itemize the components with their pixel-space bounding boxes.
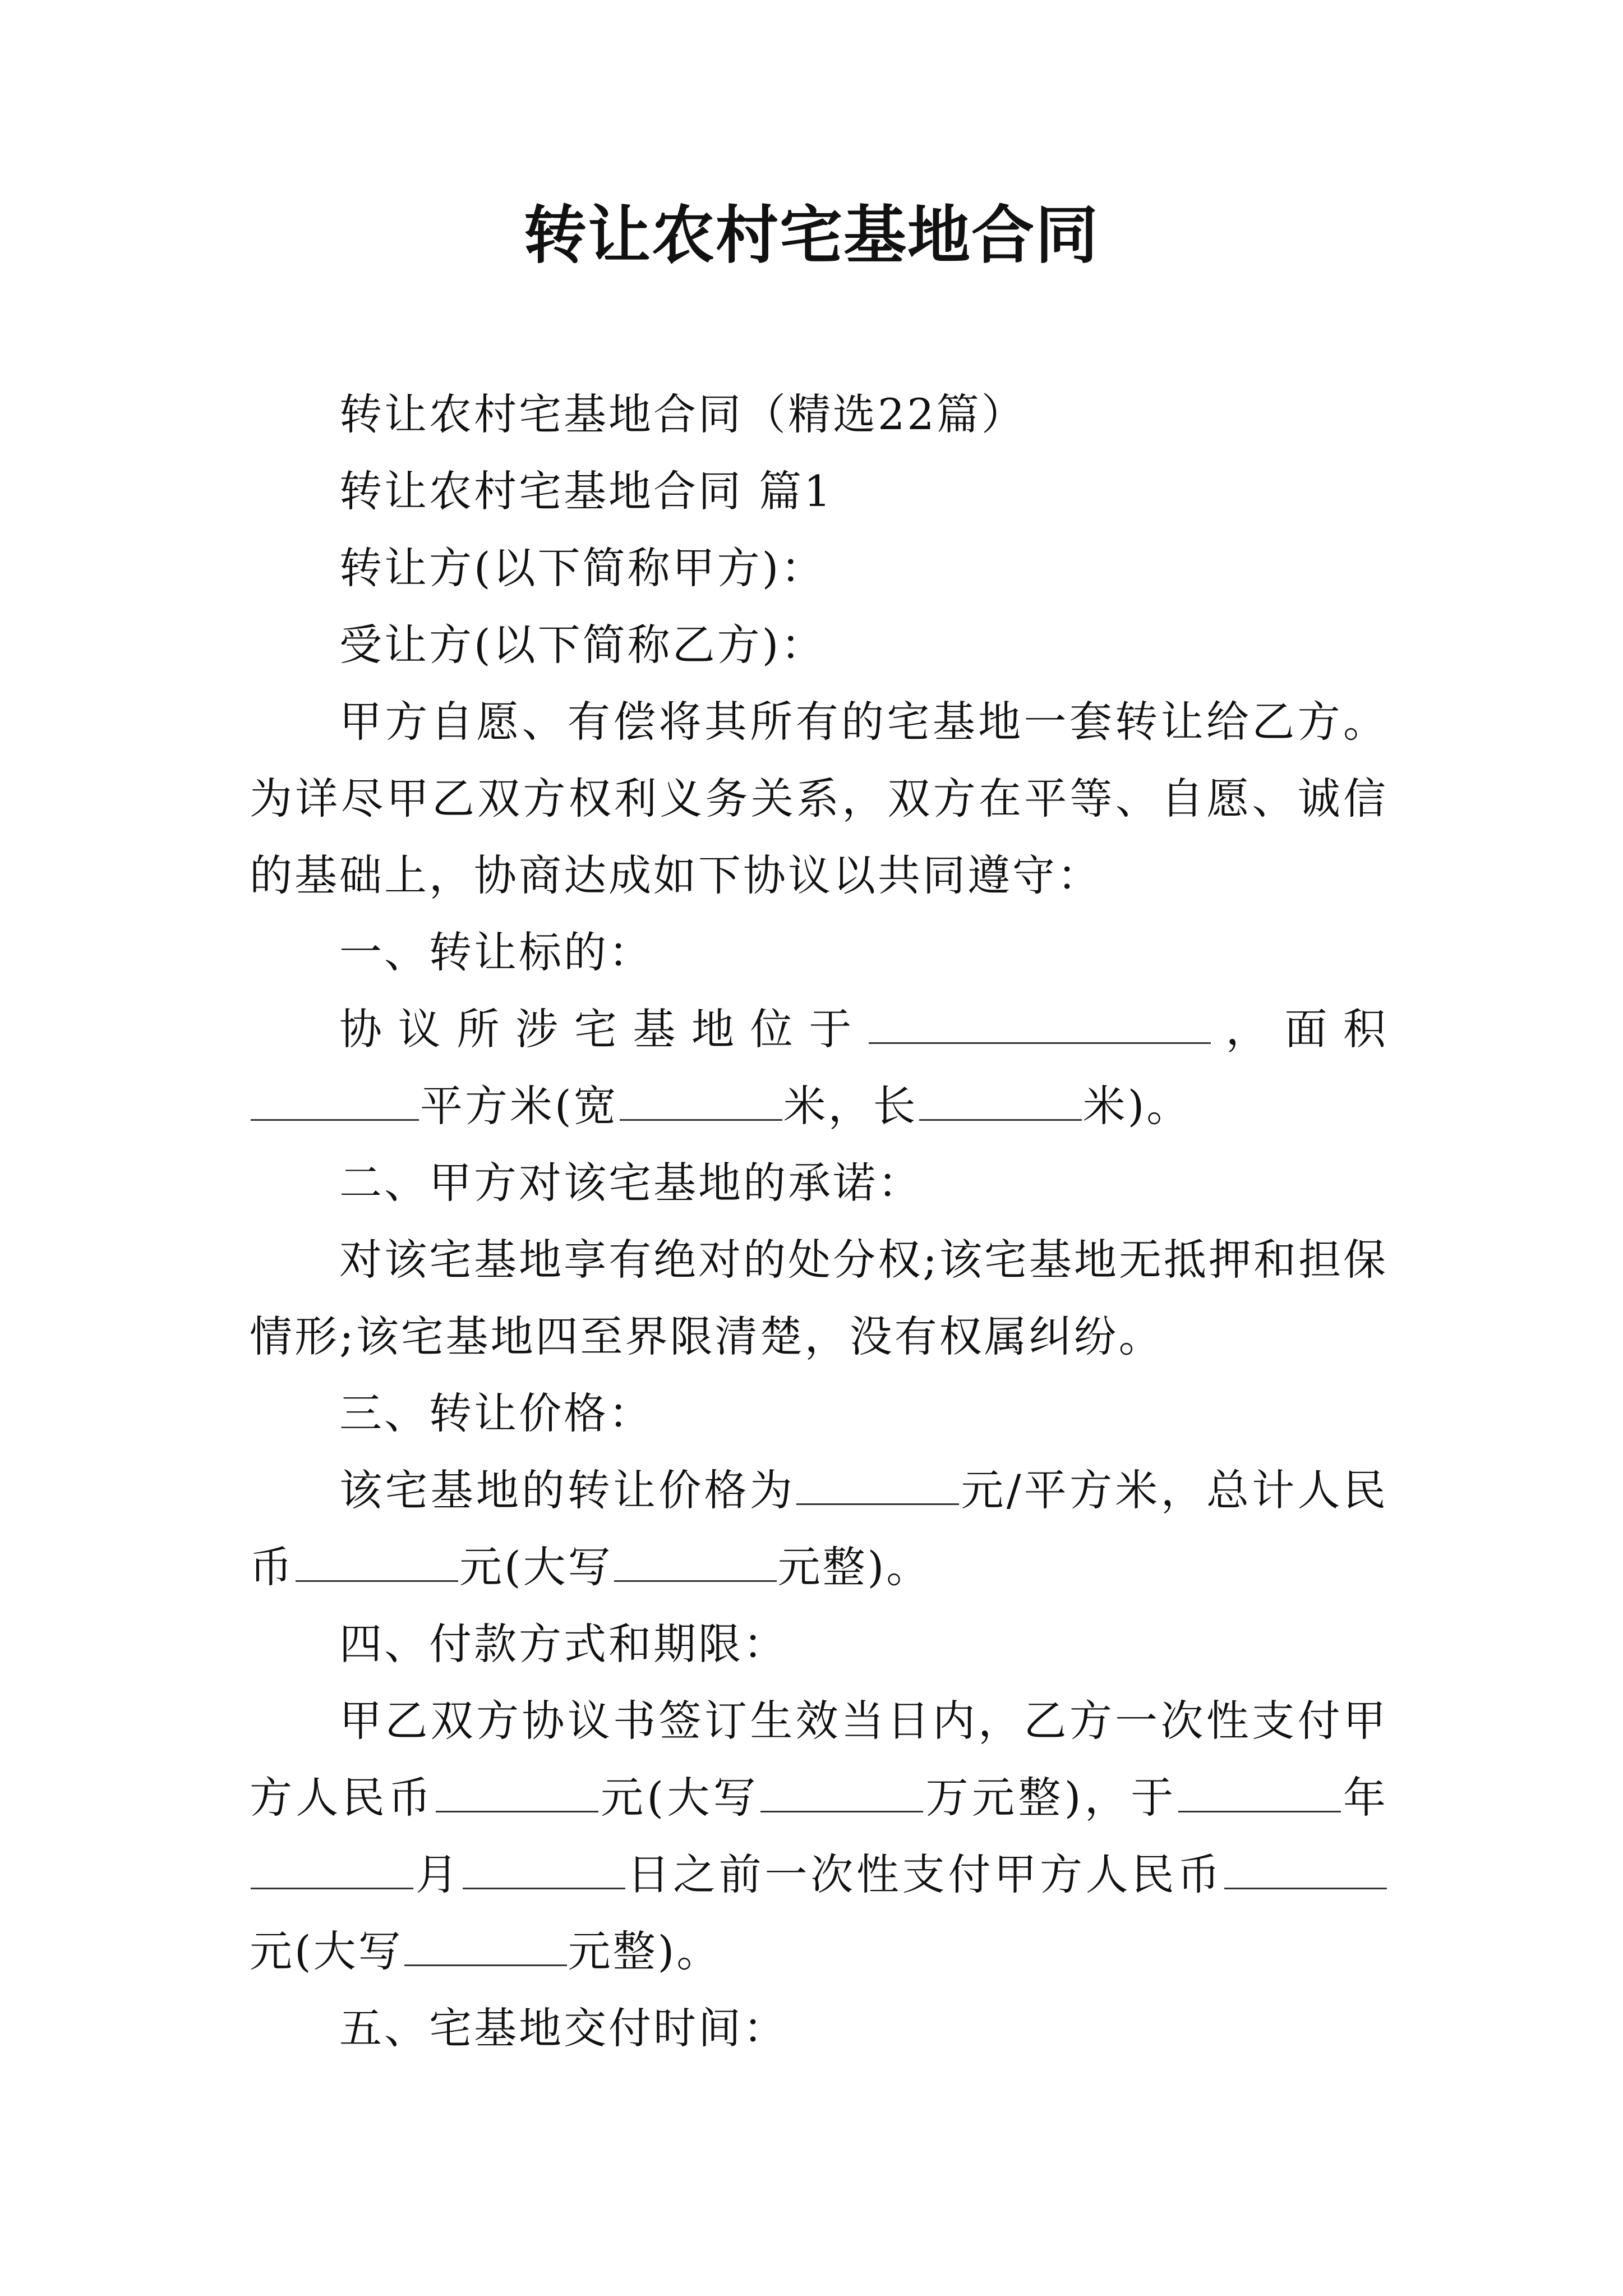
party-a-line: 转让方(以下简称甲方)： <box>339 543 826 593</box>
clause-3-text-end: 元整)。 <box>777 1542 932 1592</box>
month-blank <box>251 1848 413 1889</box>
length-blank <box>919 1080 1082 1121</box>
clause-3-text-price: 该宅基地的转让价格为 <box>339 1465 796 1515</box>
clause-4-heading: 四、付款方式和期限： <box>339 1619 788 1669</box>
total-price-blank <box>296 1541 458 1582</box>
clause-1-text-end: 米)。 <box>1082 1081 1192 1131</box>
second-payment-uppercase-blank <box>404 1925 567 1966</box>
clause-4-text-uppercase-1: 元(大写 <box>599 1773 760 1823</box>
page-title: 转让农村宅基地合同 <box>524 199 1099 272</box>
clause-4-text-end: 元整)。 <box>568 1926 722 1976</box>
day-blank <box>463 1848 625 1889</box>
unit-price-blank <box>796 1464 959 1505</box>
clause-4-paragraph <box>250 1682 1388 1990</box>
clause-4-text-first: 甲乙双方协议书签订生效当日内，乙方一次性支付甲方人民币 <box>250 1696 1388 1823</box>
location-blank <box>869 1003 1211 1044</box>
second-payment-blank <box>1224 1848 1387 1889</box>
clause-3-paragraph <box>250 1452 1388 1605</box>
clause-3-heading: 三、转让价格： <box>339 1388 653 1438</box>
party-b-line: 受让方(以下简称乙方)： <box>339 620 826 670</box>
clause-2-paragraph: 对该宅基地享有绝对的处分权;该宅基地无抵押和担保情形;该宅基地四至界限清楚，没有权属纠纷。 <box>250 1235 1388 1361</box>
clause-4-text-uppercase-2: 元(大写 <box>250 1926 403 1976</box>
first-payment-uppercase-blank <box>760 1772 923 1812</box>
clause-4-text-year: 年 <box>1341 1773 1389 1823</box>
width-blank <box>620 1080 782 1121</box>
section-heading: 转让农村宅基地合同 篇1 <box>339 466 833 516</box>
clause-1-text-location: 协议所涉宅基地位于 <box>339 1004 868 1054</box>
clause-3-text-uppercase: 元(大写 <box>459 1542 613 1592</box>
clause-5-heading: 五、宅基地交付时间： <box>339 2003 788 2053</box>
uppercase-total-blank <box>614 1541 777 1582</box>
clause-1-paragraph <box>250 991 1388 1144</box>
first-payment-blank <box>436 1772 598 1812</box>
clause-1-heading: 一、转让标的： <box>339 927 653 977</box>
intro-paragraph: 甲方自愿、有偿将其所有的宅基地一套转让给乙方。为详尽甲乙双方权利义务关系，双方在平等、自愿、诚信的基础上，协商达成如下协议以共同遵守： <box>250 697 1388 900</box>
year-blank <box>1178 1772 1341 1812</box>
clause-1-text-area: ，面积 <box>1212 1004 1388 1054</box>
clause-3-text-total: 元/平方米，总计人民币 <box>250 1465 1389 1592</box>
document-body <box>250 376 1388 2067</box>
clause-1-text-width: 平方米(宽 <box>420 1081 619 1131</box>
clause-4-text-date-intro: 万元整)，于 <box>924 1773 1177 1823</box>
clause-1-text-length: 米，长 <box>783 1081 918 1131</box>
clause-4-text-month: 月 <box>414 1849 462 1899</box>
area-blank <box>251 1080 419 1121</box>
clause-4-text-second: 日之前一次性支付甲方人民币 <box>626 1849 1223 1899</box>
clause-2-heading: 二、甲方对该宅基地的承诺： <box>339 1158 923 1208</box>
subtitle: 转让农村宅基地合同（精选22篇） <box>339 389 1026 439</box>
